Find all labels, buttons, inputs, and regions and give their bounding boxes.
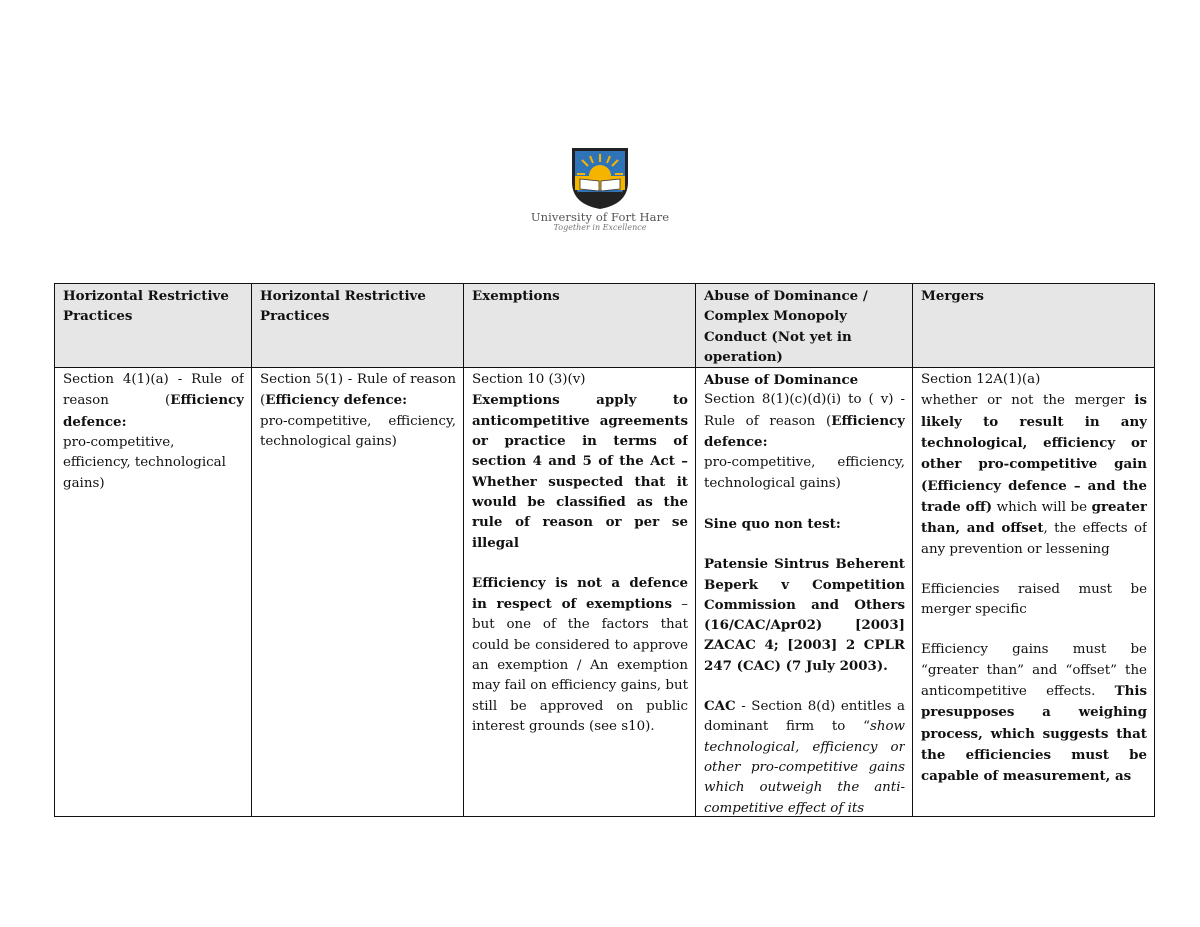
col4-gains: pro-competitive, efficiency, technological gains) (704, 455, 905, 491)
header-exemptions: Exemptions (464, 284, 696, 368)
col5-p3b: This presupposes a weighing process, which suggests that the efficiencies must be capable of measurement, as (921, 683, 1147, 785)
col5-p1c: which will be (992, 499, 1092, 515)
col2-gains: pro-competitive, efficiency, technological gains) (260, 413, 456, 450)
col3-factors: – but one of the factors that could be considered to approve an exemption / An exemption may fail on efficiency gains, but still be approved on public interest grounds (see s10). (472, 597, 688, 734)
col2-efficiency-defence: Efficiency defence: (265, 392, 408, 409)
table-header-row (55, 284, 1155, 368)
header-mergers: Mergers (913, 284, 1155, 368)
comparison-table (54, 283, 1155, 817)
col5-section: Section 12A(1)(a) (921, 372, 1041, 388)
col2-section: Section 5(1) - Rule of reason ( (260, 372, 456, 409)
university-logo (528, 146, 672, 236)
cell-horizontal-1 (55, 368, 252, 817)
col5-p1d: greater than, and offset (921, 498, 1147, 537)
cell-abuse-of-dominance (696, 368, 913, 817)
col5-merger-specific: Efficiencies raised must be merger specific (921, 581, 1147, 618)
logo-tagline: Together in Excellence (553, 223, 647, 232)
col1-section: Section 4(1)(a) - Rule of reason ( (63, 372, 244, 409)
col4-cac: CAC (704, 698, 736, 715)
col4-efficiency-defence: Efficiency defence: (704, 412, 905, 451)
shield-icon (568, 146, 632, 210)
cell-mergers (913, 368, 1155, 817)
header-horizontal-1: Horizontal Restrictive Practices (55, 284, 252, 368)
col1-efficiency-defence: Efficiency defence: (63, 392, 244, 430)
col4-section: Section 8(1)(c)(d)(i) to ( v) - Rule of reason ( (704, 392, 905, 429)
col3-not-a-defence: Efficiency is not a defence in respect of exemptions (472, 574, 688, 613)
col4-case-citation: Patensie Sintrus Beherent Beperk v Competition Commission and Others (16/CAC/Apr02) [2003] ZACAC 4; [2003] 2 CPLR 247 (CAC) (7 July 2003). (704, 556, 905, 674)
col4-title: Abuse of Dominance (704, 372, 859, 389)
col5-p1a: whether or not the merger (921, 393, 1135, 409)
col5-p3: Efficiency gains must be “greater than” and “offset” the anticompetitive effects. (921, 642, 1147, 700)
col5-p1e: , the effects of any prevention or lessening (921, 521, 1147, 557)
col3-section: Section 10 (3)(v) (472, 372, 586, 388)
header-abuse-of-dominance: Abuse of Dominance / Complex Monopoly Conduct (Not yet in operation) (696, 284, 913, 368)
col5-p1b: is likely to result in any technological, efficiency or other pro-competitive gain (Efficiency defence – and the trade off) (921, 392, 1147, 515)
header-horizontal-2: Horizontal Restrictive Practices (252, 284, 464, 368)
logo-name: University of Fort Hare (530, 210, 670, 224)
col1-gains: pro-competitive, efficiency, technological gains) (63, 435, 226, 491)
table-row (55, 368, 1155, 817)
cell-horizontal-2 (252, 368, 464, 817)
col4-cac-quote: show technological, efficiency or other pro-competitive gains which outweigh the anti-competitive effect of its (704, 719, 905, 816)
col4-cac-text: - Section 8(d) entitles a dominant firm to “ (704, 699, 905, 735)
col4-sine-quo-non: Sine quo non test: (704, 515, 841, 532)
col3-exemptions-apply: Exemptions apply to anticompetitive agreements or practice in terms of section 4 and 5 of the Act – Whether suspected that it would be classified as the rule of reason or per se illegal (472, 392, 688, 551)
cell-exemptions (464, 368, 696, 817)
